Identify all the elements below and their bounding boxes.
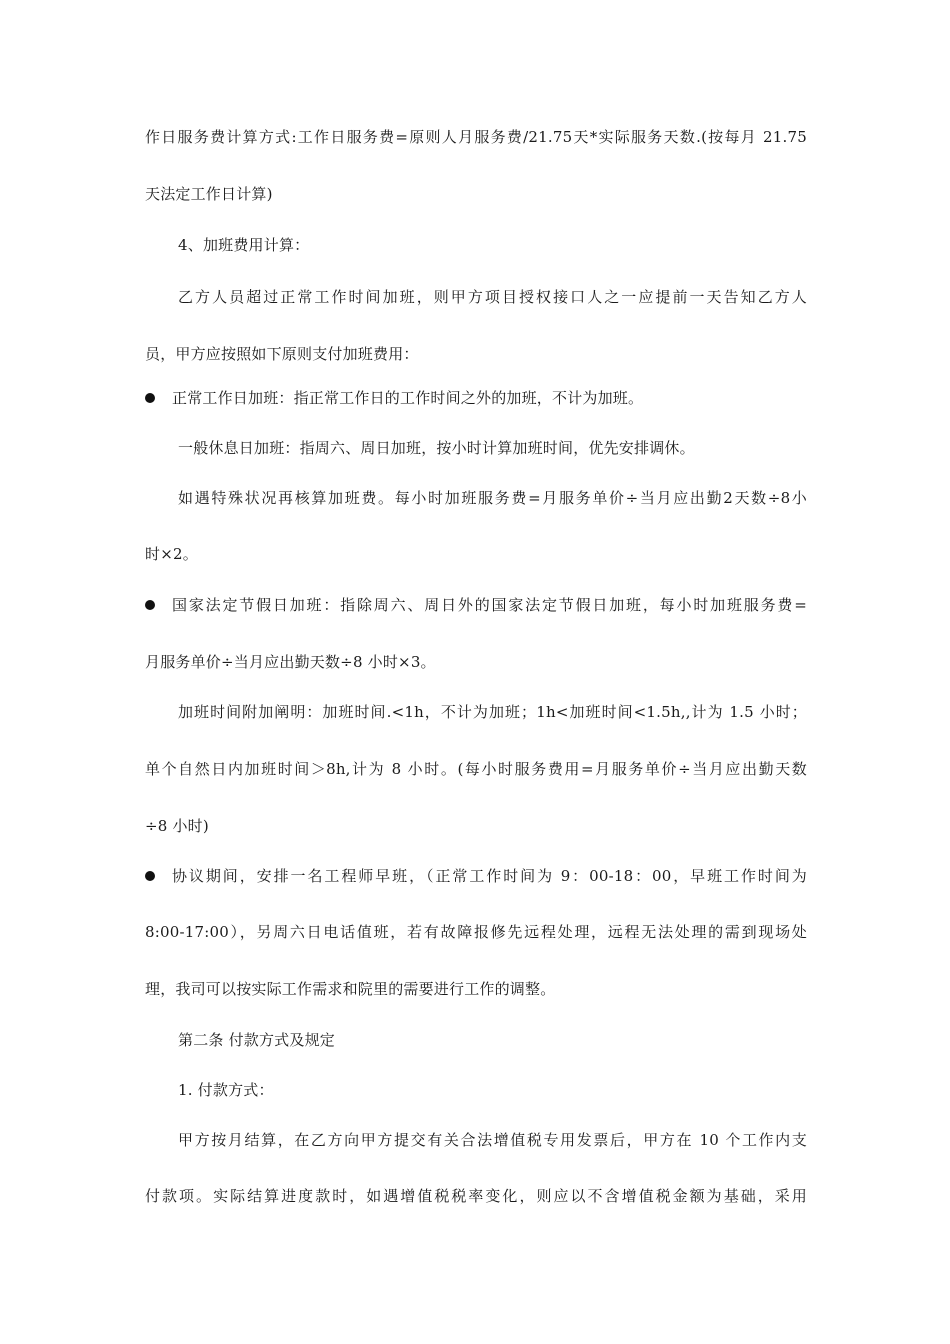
paragraph-line: 员，甲方应按照如下原则支付加班费用： [145, 345, 419, 363]
paragraph-line: 单个自然日内加班时间＞8h,计为 8 小时。(每小时服务费用=月服务单价÷当月应出勤天数 [145, 760, 807, 778]
paragraph-line: 乙方人员超过正常工作时间加班，则甲方项目授权接口人之一应提前一天告知乙方人 [178, 288, 807, 306]
bullet-item-text: 国家法定节假日加班：指除周六、周日外的国家法定节假日加班，每小时加班服务费= [172, 596, 807, 614]
paragraph-line: 加班时间附加阐明：加班时间.<1h，不计为加班；1h<加班时间<1.5h,,计为 1.5 小时； [178, 703, 807, 721]
paragraph-line: 甲方按月结算，在乙方向甲方提交有关合法增值税专用发票后，甲方在 10 个工作内支 [178, 1131, 807, 1149]
paragraph-line: 作日服务费计算方式:工作日服务费=原则人月服务费/21.75天*实际服务天数.(按每月 21.75 [145, 128, 807, 146]
paragraph-line: 理，我司可以按实际工作需求和院里的需要进行工作的调整。 [145, 980, 556, 998]
bullet-icon [145, 871, 155, 881]
paragraph-line: 如遇特殊状况再核算加班费。每小时加班服务费=月服务单价÷当月应出勤2天数÷8小 [178, 489, 807, 507]
subsection-heading: 1. 付款方式： [178, 1081, 274, 1099]
section-heading: 第二条 付款方式及规定 [178, 1031, 335, 1049]
paragraph-line: 一般休息日加班：指周六、周日加班，按小时计算加班时间，优先安排调休。 [178, 439, 695, 457]
section-heading: 4、加班费用计算： [178, 236, 310, 254]
paragraph-line: 天法定工作日计算) [145, 185, 273, 203]
paragraph-line: 8:00-17:00），另周六日电话值班，若有故障报修先远程处理，远程无法处理的需到现场处 [145, 923, 807, 941]
paragraph-line: 月服务单价÷当月应出勤天数÷8 小时×3。 [145, 653, 436, 671]
bullet-item-text: 协议期间，安排一名工程师早班，（正常工作时间为 9：00-18：00，早班工作时间为 [172, 867, 807, 885]
paragraph-line: ÷8 小时) [145, 817, 209, 835]
bullet-item-text: 正常工作日加班：指正常工作日的工作时间之外的加班，不计为加班。 [172, 389, 644, 407]
bullet-icon [145, 393, 155, 403]
paragraph-line: 付款项。实际结算进度款时，如遇增值税税率变化，则应以不含增值税金额为基础，采用 [145, 1187, 807, 1205]
bullet-icon [145, 600, 155, 610]
paragraph-line: 时×2。 [145, 545, 198, 563]
